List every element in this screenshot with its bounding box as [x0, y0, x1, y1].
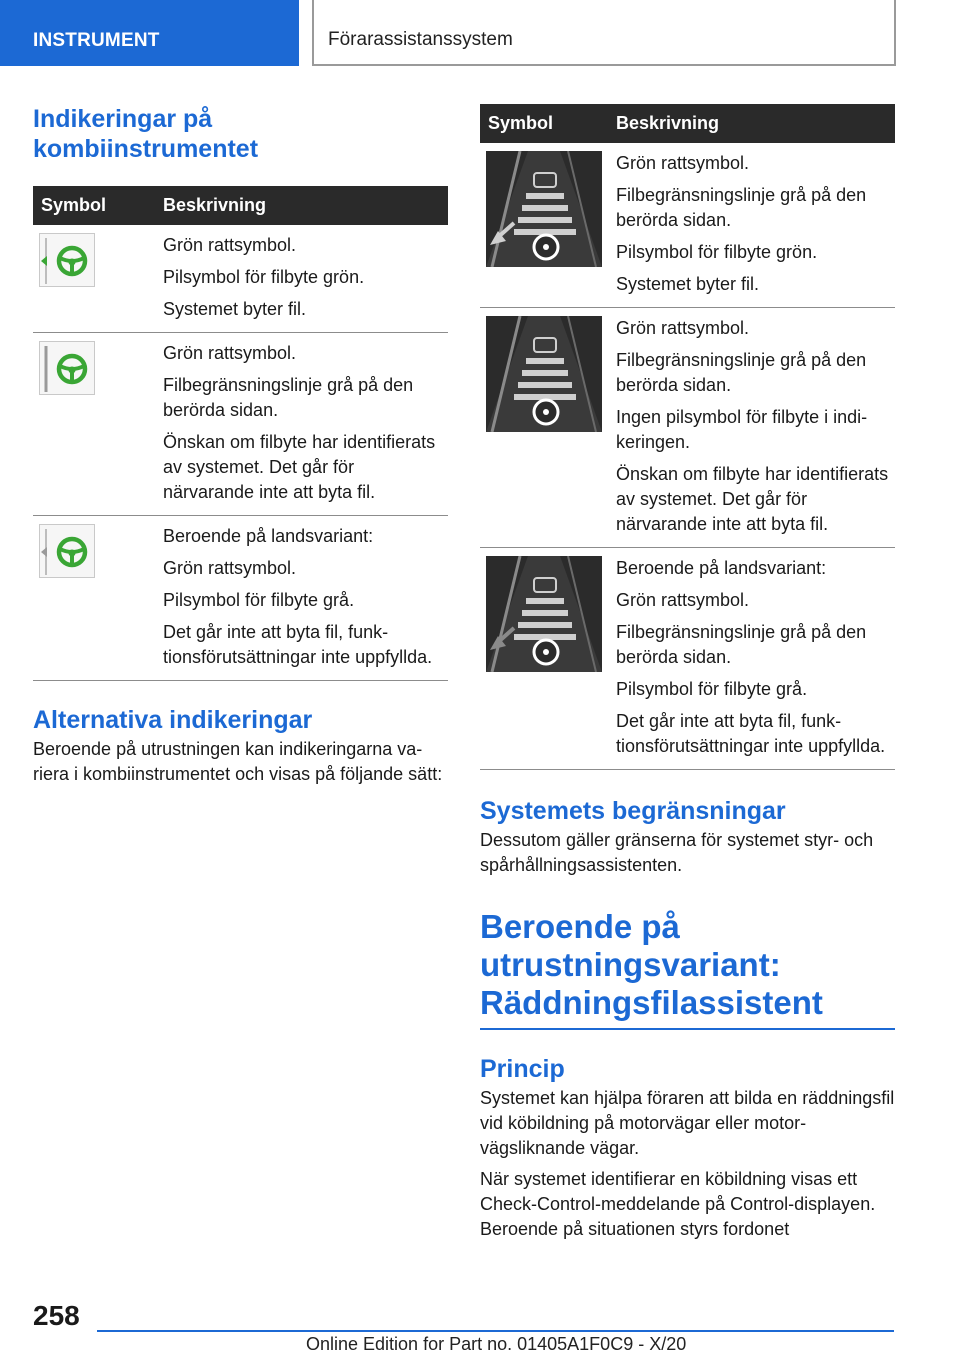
symbol-cell: [33, 225, 155, 333]
description-cell: [608, 308, 895, 548]
lane-change-display-no-arrow-icon: [486, 316, 602, 432]
lane-change-display-arrow-icon: [486, 151, 602, 267]
principle-text-1: Systemet kan hjälpa föraren att bilda en räddningsfil vid köbildning på motorvägar eller motorvägsliknande vägar.: [480, 1088, 895, 1158]
page-number: 258: [33, 1300, 80, 1331]
chapter-box: [312, 0, 896, 66]
symbol-column-header: Symbol: [480, 104, 608, 143]
table-header-row: [33, 186, 448, 225]
description-cell: [608, 143, 895, 308]
description-line: Filbegränsningslinje grå på den berörda sidan.: [616, 622, 867, 667]
description-line: Grön rattsymbol.: [163, 343, 297, 363]
symbol-cell: [480, 143, 608, 308]
system-limits-text: Dessutom gäller gränserna för systemet styr- och spårhållningsassistenten.: [480, 830, 874, 875]
description-line: Filbegränsningslinje grå på den berörda sidan.: [616, 185, 867, 230]
table-row: [480, 308, 895, 548]
section-title: INSTRUMENT: [33, 30, 160, 51]
page-header: [0, 0, 960, 66]
description-line: Pilsymbol för filbyte grön.: [616, 242, 818, 262]
description-line: Pilsymbol för filbyte grå.: [616, 679, 808, 699]
alternative-indicators-heading: Alternativa indikeringar: [33, 706, 313, 734]
description-line: Beroende på landsvariant:: [616, 558, 827, 578]
description-line: Filbegränsningslinje grå på den berörda sidan.: [616, 350, 867, 395]
table-row: [33, 225, 448, 333]
section-tab: [0, 0, 299, 66]
symbol-cell: [480, 548, 608, 770]
symbol-cell: [33, 516, 155, 681]
description-line: Pilsymbol för filbyte grön.: [163, 267, 365, 287]
description-cell: [155, 333, 448, 516]
alternative-indicators-table: [480, 104, 895, 770]
description-cell: [155, 225, 448, 333]
table-row: [33, 333, 448, 516]
lane-change-display-grey-arrow-icon: [486, 556, 602, 672]
symbol-cell: [480, 308, 608, 548]
description-line: Ingen pilsymbol för filbyte i indikeringen.: [616, 407, 868, 452]
right-column: [480, 104, 895, 1242]
table-header-row: [480, 104, 895, 143]
heading-underline: [480, 1028, 895, 1030]
description-line: Systemet byter fil.: [616, 274, 760, 294]
indicators-table: [33, 186, 448, 681]
footer-rule: [97, 1330, 894, 1332]
symbol-column-header: Symbol: [33, 186, 155, 225]
description-line: Grön rattsymbol.: [163, 235, 297, 255]
description-line: Grön rattsymbol.: [616, 590, 750, 610]
description-line: Önskan om filbyte har identifierats av systemet. Det går för närvarande inte att byta fil.: [616, 464, 889, 534]
edition-text: Online Edition for Part no. 01405A1F0C9 - X/20: [306, 1334, 687, 1354]
description-line: Grön rattsymbol.: [163, 558, 297, 578]
left-column: [33, 100, 448, 787]
description-cell: [608, 548, 895, 770]
description-column-header: Beskrivning: [155, 186, 448, 225]
description-line: Grön rattsymbol.: [616, 318, 750, 338]
description-line: Pilsymbol för filbyte grå.: [163, 590, 355, 610]
description-line: Det går inte att byta fil, funktionsförutsättningar inte uppfyllda.: [163, 622, 433, 667]
description-cell: [155, 516, 448, 681]
green-steering-wheel-grey-arrow-icon: [39, 524, 95, 578]
description-line: Systemet byter fil.: [163, 299, 307, 319]
chapter-title: Förarassistanssystem: [328, 29, 513, 50]
green-steering-wheel-grey-line-icon: [39, 341, 95, 395]
description-line: Beroende på landsvariant:: [163, 526, 374, 546]
green-steering-wheel-arrow-left-icon: [39, 233, 95, 287]
symbol-cell: [33, 333, 155, 516]
description-column-header: Beskrivning: [608, 104, 895, 143]
description-line: Önskan om filbyte har identifierats av systemet. Det går för närvarande inte att byta fil.: [163, 432, 436, 502]
description-line: Grön rattsymbol.: [616, 153, 750, 173]
system-limits-heading: Systemets begränsningar: [480, 797, 786, 825]
table-row: [33, 516, 448, 681]
table-row: [480, 143, 895, 308]
description-line: Det går inte att byta fil, funktionsförutsättningar inte uppfyllda.: [616, 711, 886, 756]
indicators-heading: Indikeringar på kombiinstrumentet: [33, 105, 259, 163]
principle-heading: Princip: [480, 1055, 565, 1083]
table-row: [480, 548, 895, 770]
rescue-lane-assistant-heading: Beroende på utrustningsvariant: Räddningsfilassistent: [480, 908, 823, 1021]
alternative-indicators-text: Beroende på utrustningen kan indikeringarna variera i kombiinstrumentet och visas på följande sätt:: [33, 739, 443, 784]
principle-text-2: När systemet identifierar en köbildning visas ett Check-Control-meddelande på Control-displayen. Beroende på situationen styrs fordonet: [480, 1169, 876, 1239]
description-line: Filbegränsningslinje grå på den berörda sidan.: [163, 375, 414, 420]
